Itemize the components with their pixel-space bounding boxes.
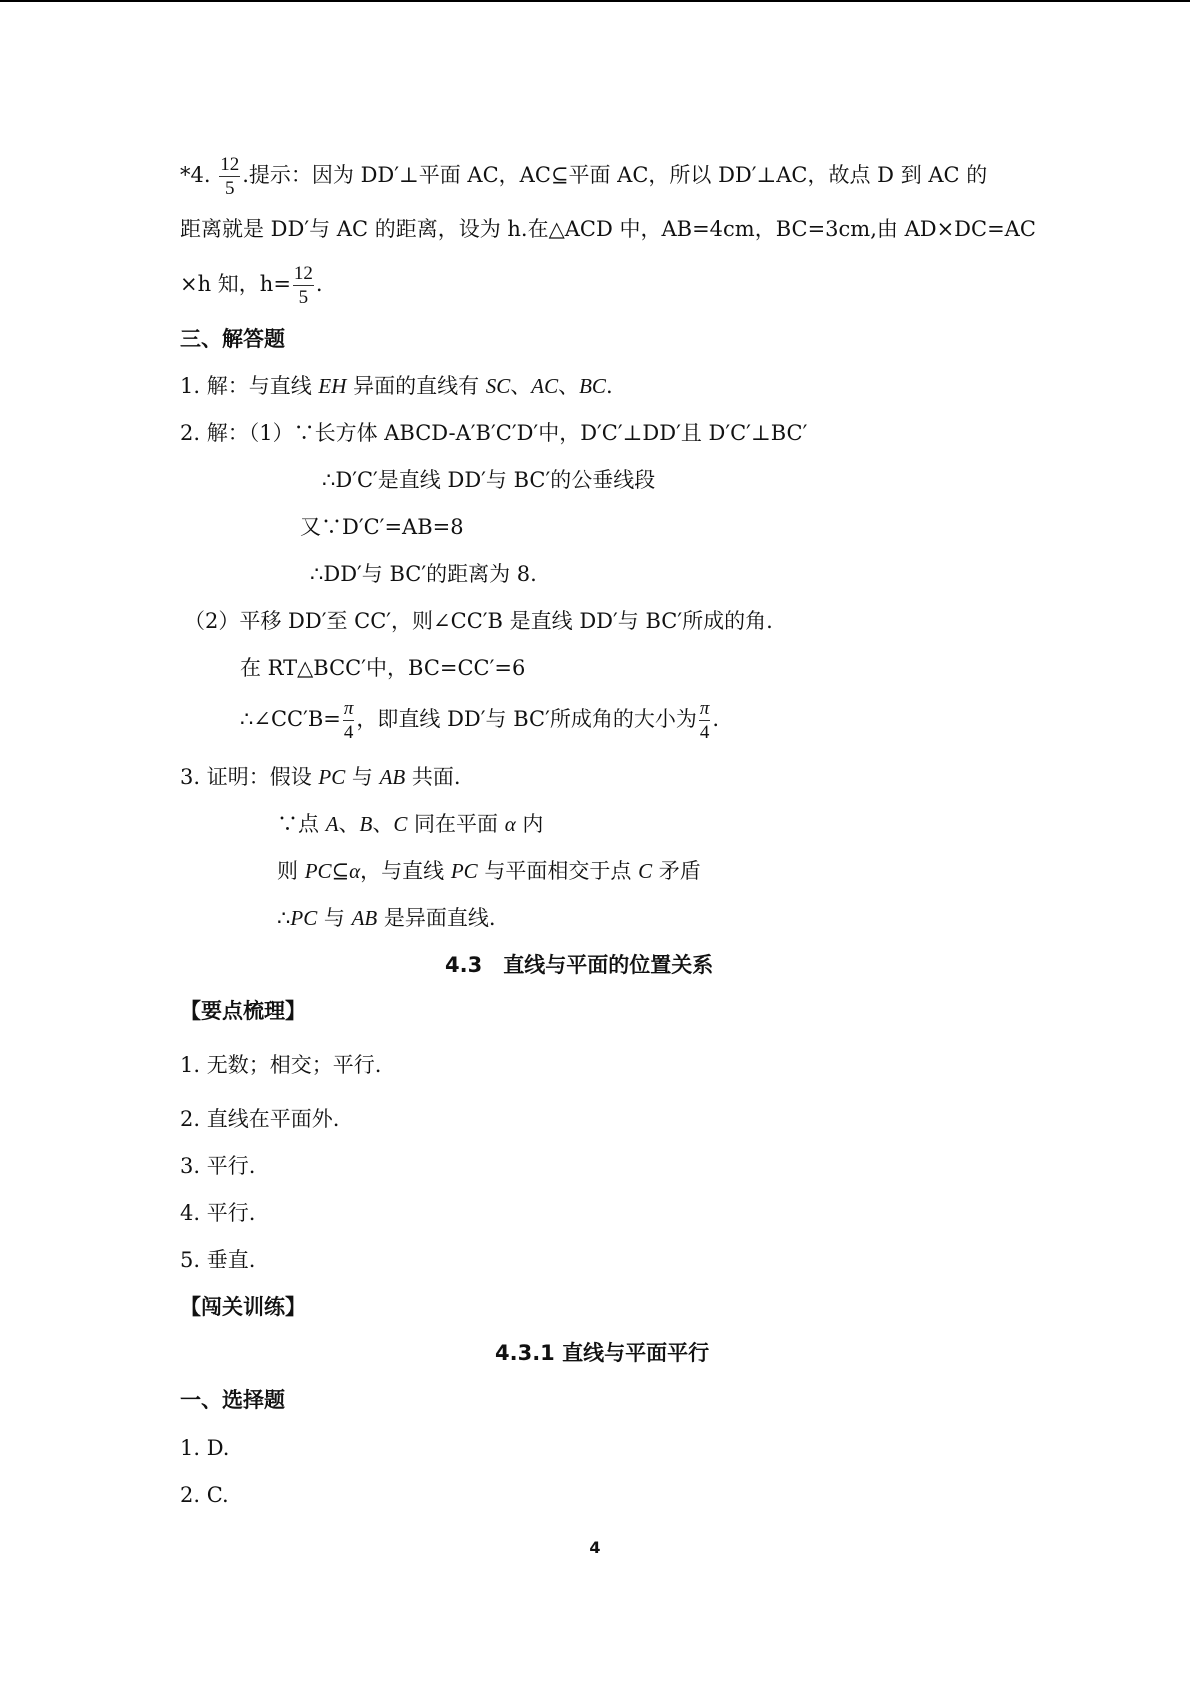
answer-line (180, 155, 987, 198)
fraction: $\frac{\pi}{4}$ (343, 698, 354, 743)
answer-line: ∴D′C′是直线 DD′与 BC′的公垂线段 (322, 468, 656, 492)
section-title: 4.3 直线与平面的位置关系 (445, 953, 714, 977)
answer-line: ×h 知，h= $\frac{12}{5}$ . (180, 263, 323, 308)
list-item: 2. C. (180, 1483, 229, 1507)
answer-line: ∴PC 与 AB 是异面直线. (277, 906, 496, 930)
list-item: 1. 无数；相交；平行. (180, 1053, 382, 1077)
answer-line: ∵点 A、B、C 同在平面 α 内 (277, 812, 544, 836)
section-title: 4.3.1 直线与平面平行 (495, 1341, 710, 1365)
answer-text: .提示：因为 DD′⊥平面 AC，AC⊆平面 AC，所以 DD′⊥AC，故点 D 到 AC 的 (242, 163, 988, 187)
answer-line: ∴∠CC′B= $\frac{\pi}{4}$ ，即直线 DD′与 BC′所成角的大小为 $\frac{\pi}{4}$ . (240, 698, 720, 743)
list-item: 4. 平行. (180, 1201, 256, 1225)
subsection-heading: 【闯关训练】 (180, 1295, 306, 1319)
answer-line: 距离就是 DD′与 AC 的距离，设为 h.在△ACD 中，AB=4cm，BC=3cm,由 AD×DC=AC (180, 217, 1036, 241)
answer-line: ∴DD′与 BC′的距离为 8. (310, 562, 537, 586)
answer-line: （2）平移 DD′至 CC′，则∠CC′B 是直线 DD′与 BC′所成的角. (184, 609, 773, 633)
list-item: 3. 平行. (180, 1154, 256, 1178)
item-number: *4. (180, 163, 218, 187)
answer-line: 2. 解：（1）∵长方体 ABCD-A′B′C′D′中，D′C′⊥DD′且 D′C′⊥BC′ (180, 421, 808, 445)
fraction: $\frac{12}{5}$ (220, 154, 240, 199)
section-heading: 一、选择题 (180, 1388, 285, 1412)
section-heading: 三、解答题 (180, 327, 285, 351)
list-item: 5. 垂直. (180, 1248, 256, 1272)
answer-line: 在 RT△BCC′中，BC=CC′=6 (240, 656, 526, 680)
list-item: 1. D. (180, 1436, 230, 1460)
answer-line: 又∵D′C′=AB=8 (300, 515, 464, 539)
answer-line: 1. 解：与直线 EH 异面的直线有 SC、AC、BC. (180, 374, 613, 398)
fraction: $\frac{12}{5}$ (293, 263, 313, 308)
list-item: 2. 直线在平面外. (180, 1107, 340, 1131)
fraction: $\frac{\pi}{4}$ (699, 698, 710, 743)
page-number: 4 (589, 1538, 601, 1557)
answer-line: 则 PC⊆α，与直线 PC 与平面相交于点 C 矛盾 (277, 859, 701, 883)
subsection-heading: 【要点梳理】 (180, 999, 306, 1023)
top-rule (0, 0, 1190, 2)
answer-line: 3. 证明：假设 PC 与 AB 共面. (180, 765, 461, 789)
